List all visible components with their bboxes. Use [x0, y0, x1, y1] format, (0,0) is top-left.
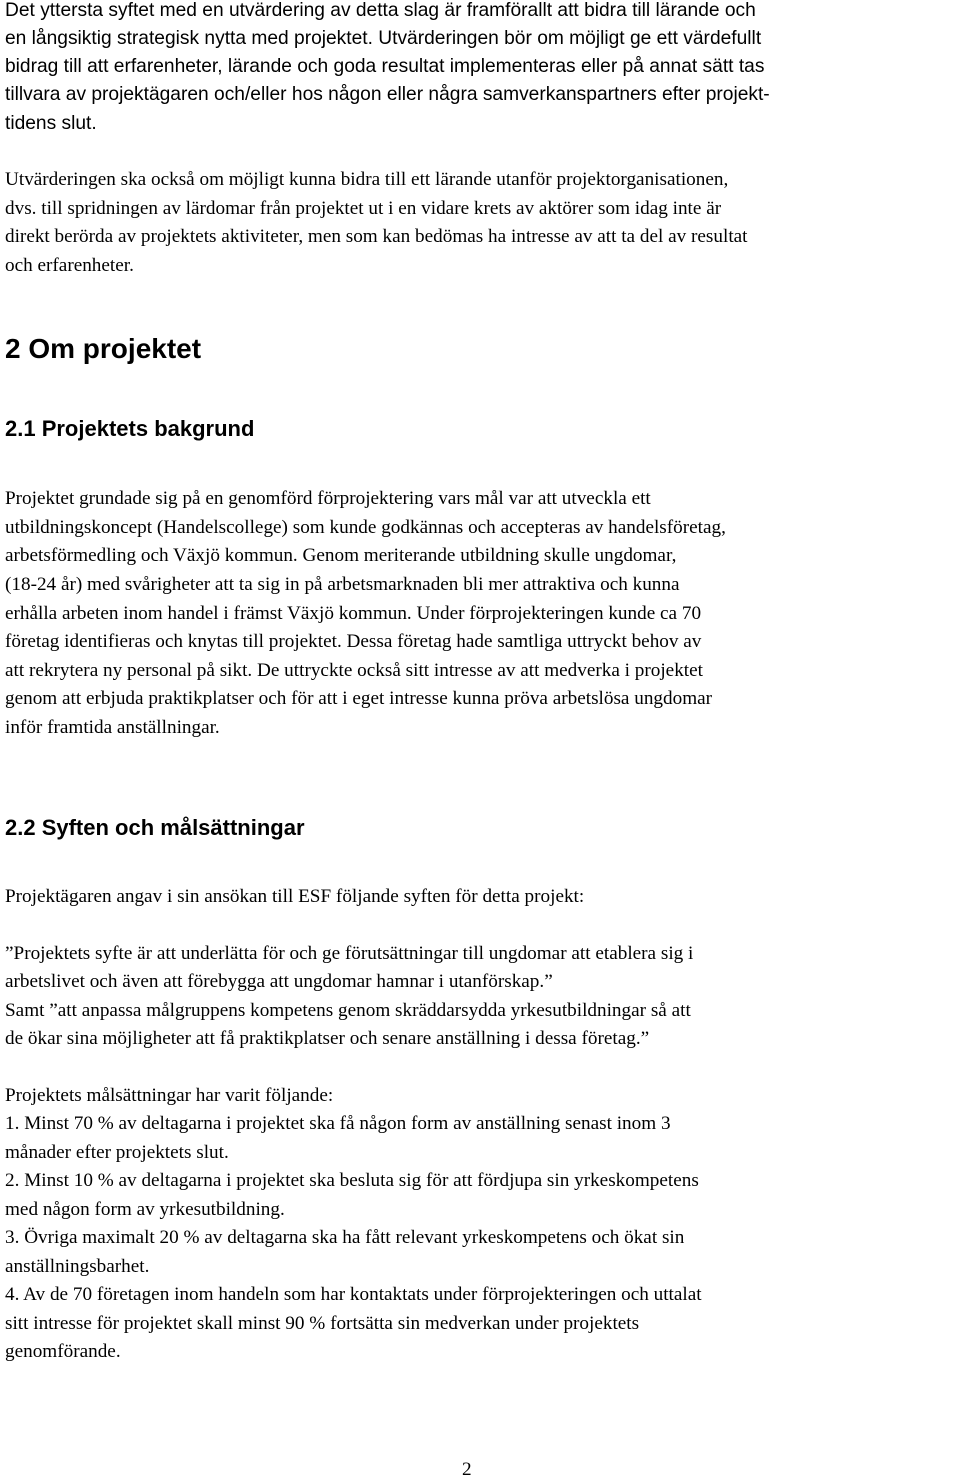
intro-line: tidens slut.: [5, 113, 97, 134]
goal-line: 1. Minst 70 % av deltagarna i projektet ska få någon form av anställning senast inom 3: [5, 1113, 671, 1134]
background-line: arbetsförmedling och Växjö kommun. Genom meriterande utbildning skulle ungdomar,: [5, 545, 677, 566]
outreach-line: Utvärderingen ska också om möjligt kunna bidra till ett lärande utanför projektorganisationen,: [5, 169, 729, 190]
intro-line: en långsiktig strategisk nytta med projektet. Utvärderingen bör om möjligt ge ett värdefullt: [5, 28, 762, 49]
background-line: att rekrytera ny personal på sikt. De uttryckte också sitt intresse av att medverka i projektet: [5, 660, 703, 681]
quote-line: arbetslivet och även att förebygga att ungdomar hamnar i utanförskap.”: [5, 971, 553, 992]
goal-line: 4. Av de 70 företagen inom handeln som har kontaktats under förprojekteringen och uttalat: [5, 1284, 702, 1305]
intro-line: bidrag till att erfarenheter, lärande och goda resultat implementeras eller på annat sätt tas: [5, 56, 765, 77]
outreach-line: direkt berörda av projektets aktiviteter, men som kan bedömas ha intresse av att ta del av resultat: [5, 226, 748, 247]
quote-line: Samt ”att anpassa målgruppens kompetens genom skräddarsydda yrkesutbildningar så att: [5, 1000, 691, 1021]
subsection-heading: 2.2 Syften och målsättningar: [5, 815, 305, 840]
background-line: erhålla arbeten inom handel i främst Växjö kommun. Under förprojekteringen kunde ca 70: [5, 603, 702, 624]
background-line: (18-24 år) med svårigheter att ta sig in på arbetsmarknaden bli mer attraktiva och kunna: [5, 574, 680, 595]
background-line: företag identifieras och knytas till projektet. Dessa företag hade samtliga uttryckt behov av: [5, 631, 702, 652]
goal-line: anställningsbarhet.: [5, 1256, 150, 1277]
background-line: Projektet grundade sig på en genomförd förprojektering vars mål var att utveckla ett: [5, 488, 651, 509]
goals-heading: Projektets målsättningar har varit följande:: [5, 1085, 334, 1106]
goal-line: med någon form av yrkesutbildning.: [5, 1199, 285, 1220]
goal-line: genomförande.: [5, 1341, 121, 1362]
background-line: inför framtida anställningar.: [5, 717, 220, 738]
purpose-intro: Projektägaren angav i sin ansökan till ESF följande syften för detta projekt:: [5, 886, 585, 907]
background-line: utbildningskoncept (Handelscollege) som kunde godkännas och accepteras av handelsföretag,: [5, 517, 726, 538]
page-number: 2: [462, 1459, 472, 1480]
subsection-heading: 2.1 Projektets bakgrund: [5, 416, 255, 441]
goal-line: 3. Övriga maximalt 20 % av deltagarna ska ha fått relevant yrkeskompetens och ökat sin: [5, 1227, 685, 1248]
background-line: genom att erbjuda praktikplatser och för att i eget intresse kunna pröva arbetslösa ungdomar: [5, 688, 713, 709]
goal-line: månader efter projektets slut.: [5, 1142, 229, 1163]
quote-line: ”Projektets syfte är att underlätta för och ge förutsättningar till ungdomar att etablera sig i: [5, 943, 694, 964]
outreach-line: dvs. till spridningen av lärdomar från projektet ut i en vidare krets av aktörer som idag inte är: [5, 198, 722, 219]
outreach-line: och erfarenheter.: [5, 255, 134, 276]
intro-line: Det yttersta syftet med en utvärdering av detta slag är framförallt att bidra till lärande och: [5, 0, 756, 21]
intro-line: tillvara av projektägaren och/eller hos någon eller några samverkanspartners efter projekt-: [5, 84, 770, 105]
goal-line: sitt intresse för projektet skall minst 90 % fortsätta sin medverkan under projektets: [5, 1313, 640, 1334]
quote-line: de ökar sina möjligheter att få praktikplatser och senare anställning i dessa företag.”: [5, 1028, 650, 1049]
goal-line: 2. Minst 10 % av deltagarna i projektet ska besluta sig för att fördjupa sin yrkeskompetens: [5, 1170, 699, 1191]
section-heading: 2 Om projektet: [5, 333, 202, 364]
